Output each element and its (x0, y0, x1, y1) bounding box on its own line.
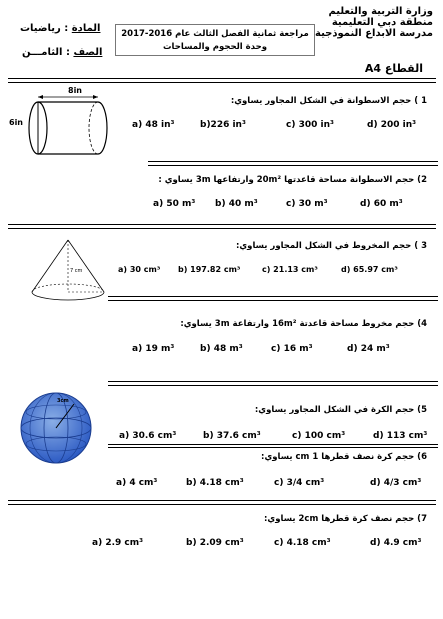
option-3c[interactable]: c) 21.13 cm³ (262, 265, 318, 274)
grade-field (22, 47, 102, 58)
option-5a[interactable]: a) 30.6 cm³ (119, 431, 177, 441)
option-5d[interactable]: d) 113 cm³ (373, 431, 428, 441)
separator (8, 224, 436, 229)
option-1a[interactable]: a) 48 in³ (132, 120, 175, 130)
separator (108, 444, 438, 448)
option-4a[interactable]: a) 19 m³ (132, 344, 175, 354)
sphere-figure (16, 388, 96, 468)
option-3b[interactable]: b) 197.82 cm³ (178, 265, 241, 274)
grade-value: : الثامـــن (22, 47, 70, 58)
option-5c[interactable]: c) 100 cm³ (292, 431, 346, 441)
cone-height-label: 7 cm (70, 268, 83, 274)
sphere-radius-label: 3cm (57, 398, 69, 404)
grade-label: الصف (73, 47, 103, 58)
option-2a[interactable]: a) 50 m³ (153, 199, 196, 209)
separator (8, 78, 436, 83)
title-line: وحدة الحجوم والمساحات (163, 42, 267, 52)
separator (108, 381, 438, 386)
title-box (115, 24, 315, 56)
subject-value: : رياضيات (20, 23, 69, 34)
option-1d[interactable]: d) 200 in³ (367, 120, 417, 130)
option-7a[interactable]: a) 2.9 cm³ (92, 538, 144, 548)
option-3a[interactable]: a) 30 cm³ (118, 265, 161, 274)
separator (148, 161, 438, 166)
question-1: 1 ) حجم الاسطوانة في الشكل المجاور يساوي: (230, 96, 427, 106)
question-2: 2) حجم الاسطوانة مساحة قاعدتها 20m² وارتفاعها 3m يساوي : (158, 175, 427, 185)
option-7c[interactable]: c) 4.18 cm³ (274, 538, 331, 548)
ministry-line: منطقة دبي التعليمية (331, 17, 433, 28)
option-5b[interactable]: b) 37.6 cm³ (203, 431, 261, 441)
option-3d[interactable]: d) 65.97 cm³ (341, 265, 398, 274)
separator (8, 500, 436, 505)
title-line: مراجعة ثمانية الفصل الثالث عام 2016-2017 (121, 29, 309, 39)
subject-label: المادة (71, 23, 101, 34)
cone-figure (24, 236, 114, 306)
option-7d[interactable]: d) 4.9 cm³ (370, 538, 422, 548)
option-6c[interactable]: c) 3/4 cm³ (274, 478, 325, 488)
separator (108, 296, 438, 301)
option-7b[interactable]: b) 2.09 cm³ (186, 538, 244, 548)
cylinder-height-label: 6in (9, 118, 24, 127)
option-4c[interactable]: c) 16 m³ (271, 344, 313, 354)
question-5: 5) حجم الكرة في الشكل المجاور يساوي: (254, 405, 427, 415)
question-4: 4) حجم مخروط مساحة قاعدتة 16m² وارتفاعة 3m يساوي: (180, 319, 427, 329)
question-6: 6) حجم كرة نصف قطرها 1 cm يساوي: (261, 452, 427, 462)
ministry-block (315, 6, 433, 39)
option-4d[interactable]: d) 24 m³ (347, 344, 390, 354)
section-label: القطاع A4 (364, 62, 423, 75)
cylinder-length-label: 8in (68, 86, 83, 95)
option-6b[interactable]: b) 4.18 cm³ (186, 478, 244, 488)
option-1b[interactable]: b)226 in³ (200, 120, 246, 130)
ministry-line: وزارة التربية والتعليم (328, 6, 433, 17)
question-3: 3 ) حجم المخروط في الشكل المجاور يساوي: (235, 241, 427, 251)
option-6d[interactable]: d) 4/3 cm³ (370, 478, 422, 488)
option-2c[interactable]: c) 30 m³ (286, 199, 328, 209)
option-1c[interactable]: c) 300 in³ (286, 120, 334, 130)
ministry-line: مدرسة الابداع النموذجية (315, 28, 433, 39)
option-6a[interactable]: a) 4 cm³ (116, 478, 158, 488)
question-7: 7) حجم نصف كرة قطرها 2cm يساوي: (264, 514, 427, 524)
option-2d[interactable]: d) 60 m³ (360, 199, 403, 209)
option-4b[interactable]: b) 48 m³ (200, 344, 243, 354)
subject-field (20, 23, 100, 34)
cylinder-figure (8, 86, 120, 166)
option-2b[interactable]: b) 40 m³ (215, 199, 258, 209)
